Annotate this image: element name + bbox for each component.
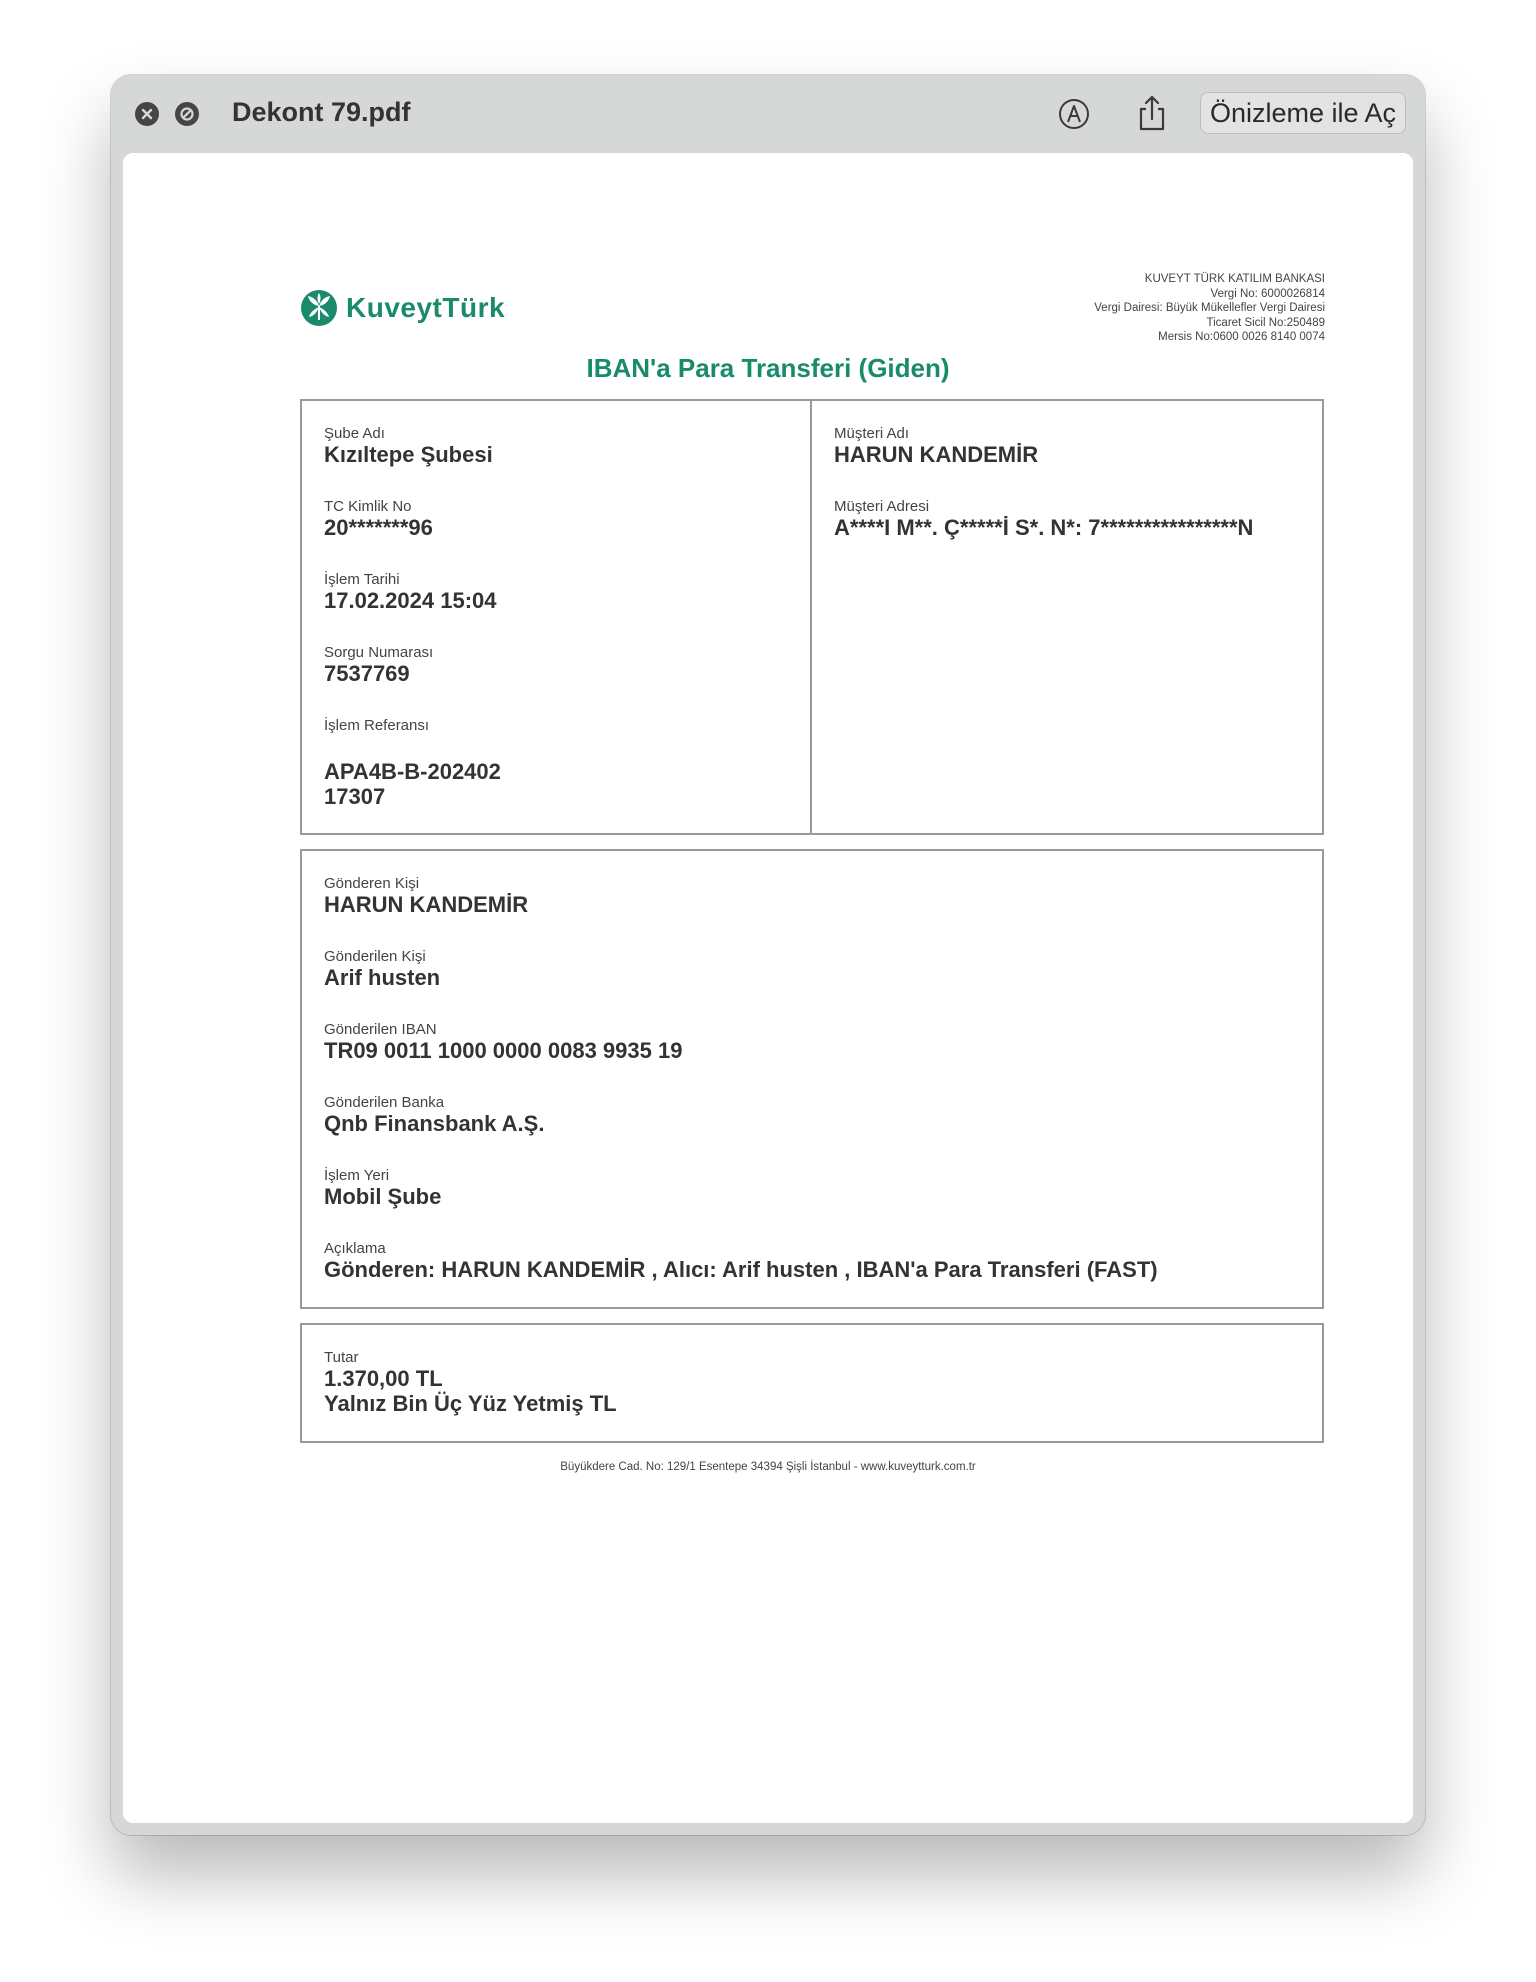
reference-label: İşlem Referansı xyxy=(324,717,430,734)
pdf-page xyxy=(123,153,1413,1823)
date-value: 17.02.2024 15:04 xyxy=(324,588,497,613)
date-label: İşlem Tarihi xyxy=(324,571,400,588)
customer-address-label: Müşteri Adresi xyxy=(834,498,930,515)
share-icon xyxy=(1135,94,1169,132)
branch-details-box xyxy=(300,399,812,835)
iban-value: TR09 0011 1000 0000 0083 9935 19 xyxy=(324,1038,683,1063)
bank-info-line: Mersis No:0600 0026 8140 0074 xyxy=(1158,331,1325,343)
open-in-preview-button[interactable]: Önizleme ile Aç xyxy=(1200,92,1406,134)
block-button[interactable] xyxy=(175,102,199,126)
branch-value: Kızıltepe Şubesi xyxy=(324,442,493,467)
description-value: Gönderen: HARUN KANDEMİR , Alıcı: Arif husten , IBAN'a Para Transferi (FAST) xyxy=(324,1257,1158,1282)
reference-value-line2: 17307 xyxy=(324,784,386,809)
close-button[interactable] xyxy=(135,102,159,126)
window-title: Dekont 79.pdf xyxy=(232,97,411,127)
markup-button[interactable] xyxy=(1057,97,1091,131)
customer-name-label: Müşteri Adı xyxy=(834,425,910,442)
titlebar xyxy=(111,75,1425,153)
query-no-value: 7537769 xyxy=(324,661,410,686)
document-footer: Büyükdere Cad. No: 129/1 Esentepe 34394 Şişli İstanbul - www.kuveytturk.com.tr xyxy=(560,1461,976,1473)
markup-icon xyxy=(1057,97,1091,131)
document-title: IBAN'a Para Transferi (Giden) xyxy=(586,353,950,383)
iban-label: Gönderilen IBAN xyxy=(324,1021,437,1038)
recipient-bank-value: Qnb Finansbank A.Ş. xyxy=(324,1111,545,1136)
quicklook-window xyxy=(111,75,1425,1835)
sender-value: HARUN KANDEMİR xyxy=(324,892,529,917)
share-button[interactable] xyxy=(1135,94,1169,132)
amount-value: 1.370,00 TL xyxy=(324,1366,443,1391)
description-label: Açıklama xyxy=(324,1240,386,1257)
bank-logo xyxy=(300,289,505,327)
bank-info xyxy=(1094,272,1325,345)
bank-info-line: KUVEYT TÜRK KATILIM BANKASI xyxy=(1144,273,1325,285)
close-icon xyxy=(141,108,153,120)
amount-label: Tutar xyxy=(324,1349,359,1366)
amount-words: Yalnız Bin Üç Yüz Yetmiş TL xyxy=(324,1391,617,1416)
query-no-label: Sorgu Numarası xyxy=(324,644,434,661)
reference-value-line1: APA4B-B-202402 xyxy=(324,759,501,784)
recipient-value: Arif husten xyxy=(324,965,441,990)
location-value: Mobil Şube xyxy=(324,1184,442,1209)
customer-details-box xyxy=(810,399,1324,835)
customer-name-value: HARUN KANDEMİR xyxy=(834,442,1039,467)
kuveytturk-logo-icon xyxy=(300,289,338,327)
bank-info-line: Ticaret Sicil No:250489 xyxy=(1206,316,1325,329)
block-icon xyxy=(179,106,195,122)
sender-label: Gönderen Kişi xyxy=(324,875,420,892)
bank-info-line: Vergi Dairesi: Büyük Mükellefler Vergi Dairesi xyxy=(1094,302,1325,314)
branch-label: Şube Adı xyxy=(324,425,385,442)
bank-info-line: Vergi No: 6000026814 xyxy=(1210,287,1325,300)
amount-box xyxy=(300,1323,1324,1443)
location-label: İşlem Yeri xyxy=(324,1167,390,1184)
logo-text: KuveytTürk xyxy=(346,292,506,323)
customer-address-value: A****I M**. Ç*****İ S*. N*: 7****************N xyxy=(834,515,1254,540)
tc-no-value: 20*******96 xyxy=(324,515,433,540)
transfer-details-box xyxy=(300,849,1324,1309)
recipient-bank-label: Gönderilen Banka xyxy=(324,1094,445,1111)
recipient-label: Gönderilen Kişi xyxy=(324,948,426,965)
tc-no-label: TC Kimlik No xyxy=(324,498,412,515)
